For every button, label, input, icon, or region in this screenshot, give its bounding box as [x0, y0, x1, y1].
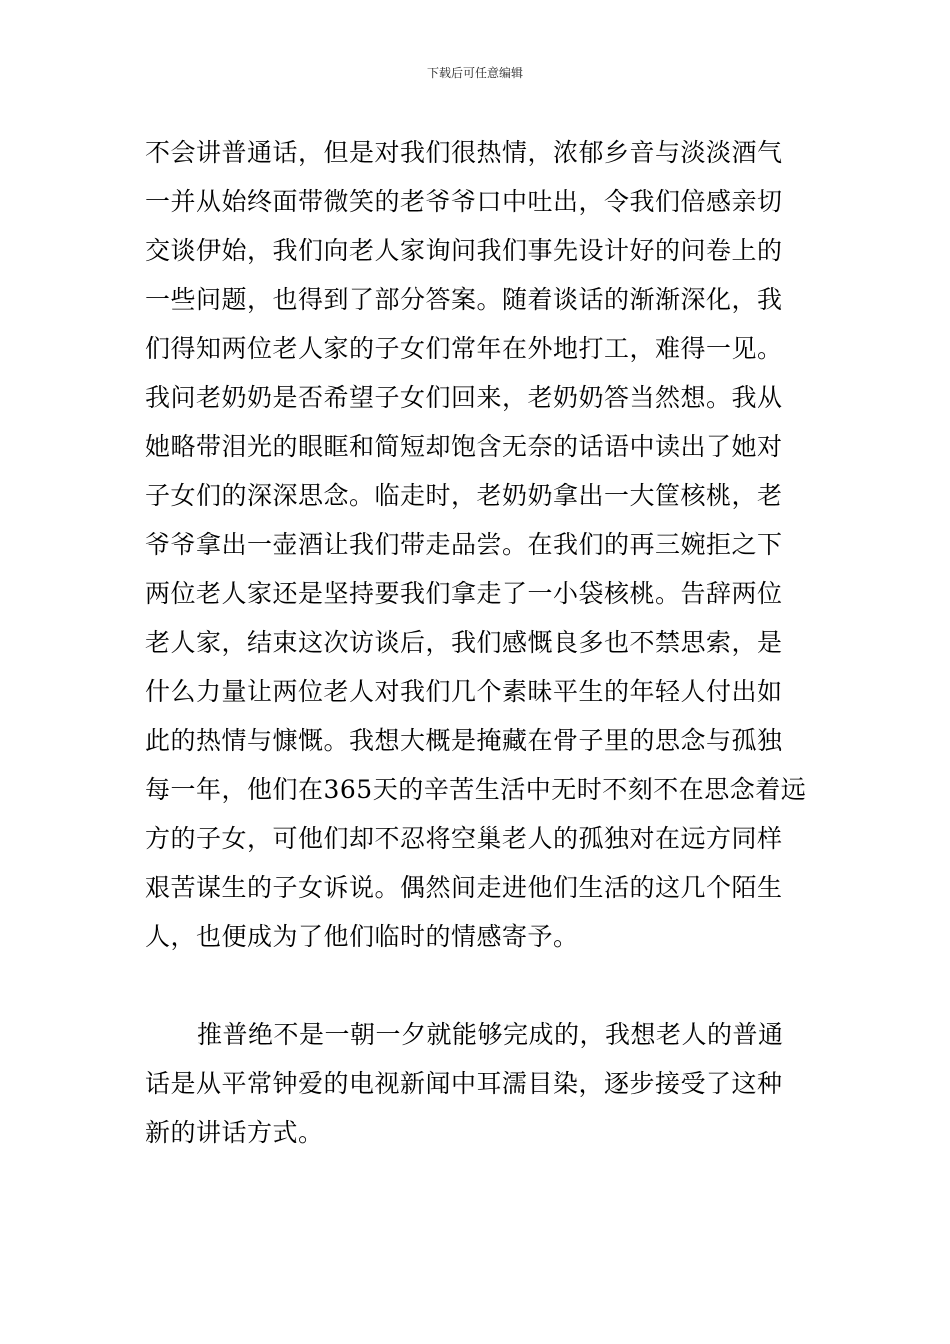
text-line: 一并从始终面带微笑的老爷爷口中吐出，令我们倍感亲切 — [145, 187, 783, 216]
paragraph-gap — [145, 961, 810, 1010]
text-line: 两位老人家还是坚持要我们拿走了一小袋核桃。告辞两位 — [145, 579, 783, 608]
text-line: 交谈伊始，我们向老人家询问我们事先设计好的问卷上的 — [145, 236, 783, 265]
text-line: 话是从平常钟爱的电视新闻中耳濡目染，逐步接受了这种 — [145, 1069, 783, 1098]
text-line: 艰苦谋生的子女诉说。偶然间走进他们生活的这几个陌生 — [145, 873, 783, 902]
text-line: 她略带泪光的眼眶和简短却饱含无奈的话语中读出了她对 — [145, 432, 783, 461]
text-line: 们得知两位老人家的子女们常年在外地打工，难得一见。 — [145, 334, 783, 363]
page-header: 下载后可任意编辑 — [426, 66, 523, 80]
text-line: 我问老奶奶是否希望子女们回来，老奶奶答当然想。我从 — [145, 383, 783, 412]
text-line: 一些问题，也得到了部分答案。随着谈话的渐渐深化，我 — [145, 285, 783, 314]
text-line: 子女们的深深思念。临走时，老奶奶拿出一大筐核桃，老 — [145, 481, 783, 510]
text-line: 什么力量让两位老人对我们几个素昧平生的年轻人付出如 — [145, 677, 783, 706]
paragraph-1 — [145, 128, 810, 961]
text-line: 新的讲话方式。 — [145, 1118, 324, 1147]
text-line: 老人家，结束这次访谈后，我们感慨良多也不禁思索，是 — [145, 628, 783, 657]
text-line: 此的热情与慷慨。我想大概是掩藏在骨子里的思念与孤独 — [145, 726, 783, 755]
text-line: 方的子女，可他们却不忍将空巢老人的孤独对在远方同样 — [145, 824, 783, 853]
text-line: 不会讲普通话，但是对我们很热情，浓郁乡音与淡淡酒气 — [145, 138, 783, 167]
document-body — [145, 128, 810, 1157]
text-line: 每一年，他们在365天的辛苦生活中无时不刻不在思念着远 — [145, 775, 807, 804]
paragraph-2 — [145, 1010, 810, 1157]
text-line: 人，也便成为了他们临时的情感寄予。 — [145, 922, 579, 951]
text-line: 推普绝不是一朝一夕就能够完成的，我想老人的普通 — [197, 1020, 784, 1049]
text-line: 爷爷拿出一壶酒让我们带走品尝。在我们的再三婉拒之下 — [145, 530, 783, 559]
